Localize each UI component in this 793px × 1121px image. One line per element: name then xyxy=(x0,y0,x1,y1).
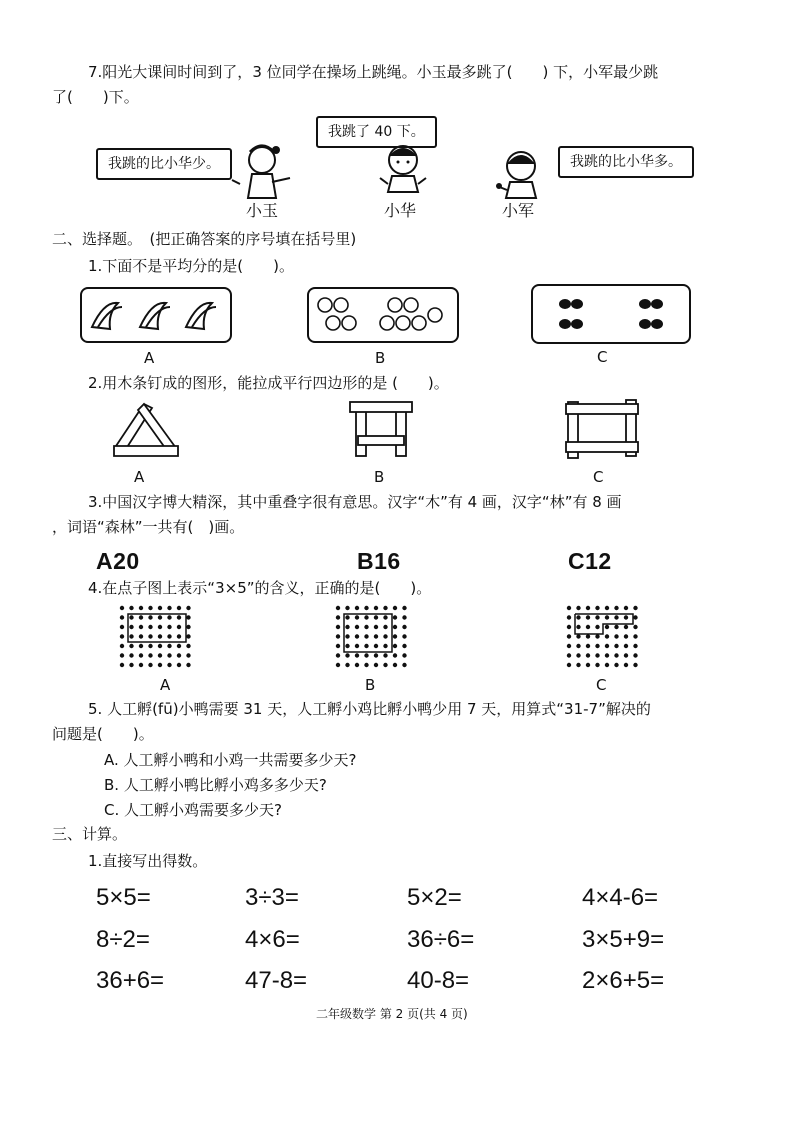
dot xyxy=(576,615,580,619)
dot xyxy=(614,663,618,667)
dot xyxy=(120,625,124,629)
dot xyxy=(158,663,162,667)
s2-q3-line2: ，词语“森林”一共有( )画。 xyxy=(52,518,245,536)
dot xyxy=(345,663,349,667)
dot xyxy=(567,653,571,657)
name-xiaojun: 小军 xyxy=(502,201,535,220)
dot xyxy=(336,644,340,648)
dot xyxy=(624,663,628,667)
dot xyxy=(614,634,618,638)
dot xyxy=(586,625,590,629)
dot xyxy=(177,606,181,610)
dot xyxy=(355,653,359,657)
dot xyxy=(167,644,171,648)
dot xyxy=(624,634,628,638)
s2-q4-text: 4.在点子图上表示“3×5”的含义，正确的是( )。 xyxy=(88,579,432,597)
dot xyxy=(167,625,171,629)
dot xyxy=(614,644,618,648)
dot xyxy=(129,653,133,657)
dot xyxy=(345,653,349,657)
dot xyxy=(120,634,124,638)
dot xyxy=(567,634,571,638)
dot xyxy=(383,653,387,657)
dot-grid-a xyxy=(118,604,198,668)
dot xyxy=(158,606,162,610)
dot xyxy=(374,606,378,610)
dot xyxy=(120,663,124,667)
q1-box-a xyxy=(80,287,232,343)
triangle-frame-icon xyxy=(114,402,178,462)
section3-sub1: 1.直接写出得数。 xyxy=(88,852,208,870)
dot xyxy=(120,606,124,610)
dot xyxy=(595,634,599,638)
peach-icon xyxy=(315,295,451,335)
dot xyxy=(393,615,397,619)
dot xyxy=(576,653,580,657)
dot xyxy=(355,663,359,667)
calc-r2-c2: 4×6= xyxy=(245,926,300,953)
dot xyxy=(383,663,387,667)
q4-label-c: C xyxy=(596,676,607,694)
dot xyxy=(345,615,349,619)
dot xyxy=(383,625,387,629)
dot xyxy=(595,606,599,610)
calc-r3-c4: 2×6+5= xyxy=(582,967,665,994)
q4-label-a: A xyxy=(160,676,171,694)
q5-option-a: A. 人工孵小鸭和小鸡一共需要多少天? xyxy=(104,751,357,769)
dot xyxy=(158,644,162,648)
dot xyxy=(624,625,628,629)
dot xyxy=(605,634,609,638)
dot xyxy=(129,606,133,610)
name-xiaohua: 小华 xyxy=(384,201,417,220)
dot xyxy=(186,644,190,648)
dot xyxy=(567,606,571,610)
q7-line2: 了( )下。 xyxy=(52,88,139,106)
dot xyxy=(374,634,378,638)
dot xyxy=(148,625,152,629)
dot xyxy=(576,606,580,610)
calc-r1-c2: 3÷3= xyxy=(245,884,299,911)
dot xyxy=(364,606,368,610)
dot xyxy=(177,634,181,638)
dot xyxy=(129,663,133,667)
dot xyxy=(393,625,397,629)
dot xyxy=(393,606,397,610)
dot xyxy=(605,615,609,619)
q2-label-a: A xyxy=(134,468,145,486)
dot xyxy=(336,653,340,657)
dot xyxy=(402,634,406,638)
dot xyxy=(383,634,387,638)
dot xyxy=(139,644,143,648)
bubble-xiaohua: 我跳了 40 下。 xyxy=(316,116,437,148)
section2-heading: 二、选择题。 (把正确答案的序号填在括号里) xyxy=(52,230,357,248)
dot xyxy=(605,663,609,667)
dot xyxy=(614,625,618,629)
dot xyxy=(402,653,406,657)
dot xyxy=(576,625,580,629)
dot xyxy=(374,653,378,657)
q1-label-a: A xyxy=(144,349,155,367)
q3-option-b: B16 xyxy=(357,548,401,574)
dot xyxy=(364,644,368,648)
dot xyxy=(576,663,580,667)
dot xyxy=(345,625,349,629)
dot xyxy=(614,606,618,610)
dot xyxy=(186,634,190,638)
dot xyxy=(129,634,133,638)
dot xyxy=(139,606,143,610)
dot xyxy=(148,634,152,638)
dot xyxy=(129,615,133,619)
dot xyxy=(595,615,599,619)
dot xyxy=(167,663,171,667)
bubble-xiaoyu: 我跳的比小华少。 xyxy=(96,148,232,180)
dot xyxy=(374,644,378,648)
dot xyxy=(158,625,162,629)
dot xyxy=(576,644,580,648)
dot xyxy=(158,653,162,657)
strawberry-icon xyxy=(553,294,673,334)
dot xyxy=(567,644,571,648)
dot xyxy=(624,653,628,657)
dot xyxy=(120,644,124,648)
dot xyxy=(336,634,340,638)
s2-q3-line1: 3.中国汉字博大精深，其中重叠字很有意思。汉字“木”有 4 画，汉字“林”有 8 画 xyxy=(88,493,622,511)
calc-r1-c4: 4×4-6= xyxy=(582,884,659,911)
dot xyxy=(576,634,580,638)
s2-q1-text: 1.下面不是平均分的是( )。 xyxy=(88,257,295,275)
dot xyxy=(586,606,590,610)
dot xyxy=(586,644,590,648)
dot xyxy=(586,634,590,638)
dot xyxy=(139,653,143,657)
dot xyxy=(595,625,599,629)
q1-box-b xyxy=(307,287,459,343)
dot xyxy=(633,634,637,638)
calc-r2-c1: 8÷2= xyxy=(96,926,150,953)
dot xyxy=(605,653,609,657)
dot xyxy=(595,653,599,657)
dot xyxy=(139,663,143,667)
dot xyxy=(586,663,590,667)
page-footer: 二年级数学 第 2 页(共 4 页) xyxy=(316,1007,468,1021)
dot xyxy=(364,663,368,667)
dot xyxy=(167,634,171,638)
dot xyxy=(614,653,618,657)
dot xyxy=(186,653,190,657)
dot xyxy=(177,615,181,619)
dot xyxy=(345,644,349,648)
dot xyxy=(158,634,162,638)
dot xyxy=(364,653,368,657)
q4-label-b: B xyxy=(365,676,376,694)
q5-option-c: C. 人工孵小鸡需要多少天? xyxy=(104,801,282,819)
dot xyxy=(355,625,359,629)
dot xyxy=(402,615,406,619)
dot xyxy=(139,615,143,619)
dot xyxy=(624,606,628,610)
dot xyxy=(158,615,162,619)
dot xyxy=(177,625,181,629)
q5-option-b: B. 人工孵小鸭比孵小鸡多多少天? xyxy=(104,776,327,794)
dot xyxy=(364,634,368,638)
name-xiaoyu: 小玉 xyxy=(246,201,279,220)
dot xyxy=(177,663,181,667)
dot xyxy=(383,644,387,648)
dot xyxy=(364,625,368,629)
q2-label-c: C xyxy=(593,468,604,486)
dot xyxy=(167,606,171,610)
dot xyxy=(614,615,618,619)
dot xyxy=(148,644,152,648)
dot xyxy=(364,615,368,619)
dot xyxy=(177,644,181,648)
calc-r3-c1: 36+6= xyxy=(96,967,165,994)
dot xyxy=(336,663,340,667)
dot xyxy=(186,625,190,629)
dot xyxy=(605,606,609,610)
dot xyxy=(336,615,340,619)
dot xyxy=(139,625,143,629)
dot xyxy=(383,615,387,619)
dot xyxy=(374,663,378,667)
dot xyxy=(355,606,359,610)
dot xyxy=(129,644,133,648)
dot xyxy=(374,615,378,619)
dot xyxy=(345,634,349,638)
q3-option-a: A20 xyxy=(96,548,140,574)
section3-heading: 三、计算。 xyxy=(52,825,128,843)
q1-label-b: B xyxy=(375,349,386,367)
rectangle-frame-icon xyxy=(566,398,638,460)
xiaoyu-figure-icon xyxy=(232,140,292,200)
q3-option-c: C12 xyxy=(568,548,612,574)
bubble-xiaojun: 我跳的比小华多。 xyxy=(558,146,694,178)
dot xyxy=(148,653,152,657)
calc-r1-c3: 5×2= xyxy=(407,884,462,911)
calc-r2-c3: 36÷6= xyxy=(407,926,475,953)
dot xyxy=(383,606,387,610)
banana-icon xyxy=(90,297,220,333)
dot xyxy=(624,615,628,619)
dot xyxy=(148,606,152,610)
dot xyxy=(393,663,397,667)
dot xyxy=(633,606,637,610)
calc-r2-c4: 3×5+9= xyxy=(582,926,665,953)
dot xyxy=(355,634,359,638)
q2-label-b: B xyxy=(374,468,385,486)
q1-label-c: C xyxy=(597,348,608,366)
dot xyxy=(595,663,599,667)
dot xyxy=(120,615,124,619)
dot xyxy=(393,634,397,638)
trapezoid-frame-icon xyxy=(350,400,412,462)
dot xyxy=(355,644,359,648)
s2-q5-line1: 5. 人工孵(fū)小鸭需要 31 天，人工孵小鸡比孵小鸭少用 7 天，用算式“31-7”解决的 xyxy=(88,700,651,718)
dot-grid-c xyxy=(565,604,645,668)
q7-line1: 7.阳光大课间时间到了，3 位同学在操场上跳绳。小玉最多跳了( ) 下，小军最少跳 xyxy=(88,63,659,81)
dot xyxy=(595,644,599,648)
dot xyxy=(148,615,152,619)
dot xyxy=(345,606,349,610)
dot xyxy=(336,606,340,610)
dot xyxy=(633,625,637,629)
dot xyxy=(374,625,378,629)
dot xyxy=(167,615,171,619)
dot xyxy=(148,663,152,667)
dot xyxy=(167,653,171,657)
dot xyxy=(633,615,637,619)
dot xyxy=(393,653,397,657)
dot xyxy=(129,625,133,629)
s2-q2-text: 2.用木条钉成的图形，能拉成平行四边形的是 ( )。 xyxy=(88,374,449,392)
dot xyxy=(139,634,143,638)
s2-q5-line2: 问题是( )。 xyxy=(52,725,154,743)
dot xyxy=(567,615,571,619)
dot xyxy=(186,606,190,610)
dot xyxy=(633,653,637,657)
dot-grid-b xyxy=(334,604,414,668)
dot xyxy=(605,644,609,648)
dot xyxy=(624,644,628,648)
dot xyxy=(402,644,406,648)
dot xyxy=(605,625,609,629)
dot xyxy=(393,644,397,648)
dot xyxy=(336,625,340,629)
dot xyxy=(402,606,406,610)
dot xyxy=(177,653,181,657)
xiaojun-figure-icon xyxy=(495,148,545,198)
q1-box-c xyxy=(531,284,691,344)
dot xyxy=(633,663,637,667)
dot xyxy=(633,644,637,648)
calc-r3-c2: 47-8= xyxy=(245,967,308,994)
dot xyxy=(402,625,406,629)
dot xyxy=(567,663,571,667)
dot xyxy=(355,615,359,619)
xiaohua-figure-icon xyxy=(378,142,428,192)
dot xyxy=(567,625,571,629)
dot xyxy=(120,653,124,657)
dot xyxy=(586,615,590,619)
dot xyxy=(402,663,406,667)
dot xyxy=(586,653,590,657)
calc-r3-c3: 40-8= xyxy=(407,967,470,994)
dot xyxy=(186,615,190,619)
calc-r1-c1: 5×5= xyxy=(96,884,151,911)
dot xyxy=(186,663,190,667)
